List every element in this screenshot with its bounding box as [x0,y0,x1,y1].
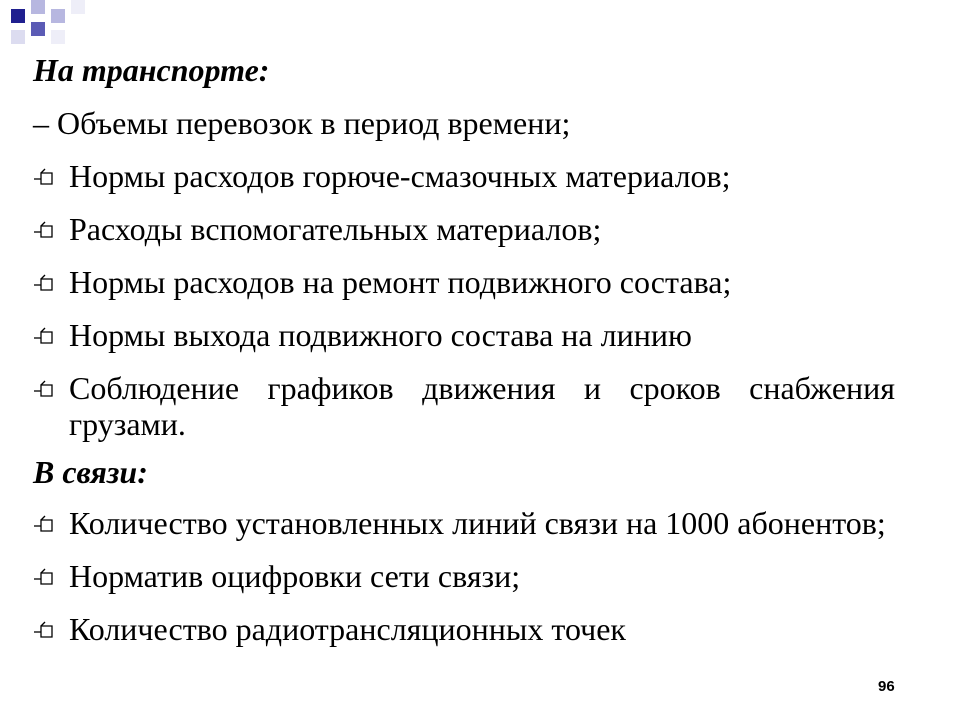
box-arrow-icon [33,568,55,586]
deco-square [31,0,45,14]
list-item [33,211,895,247]
box-arrow-icon [33,621,55,639]
list-item [33,611,895,647]
list-item-text: Норматив оцифровки сети связи; [69,558,521,594]
list-item [33,558,895,594]
list-item [33,317,895,353]
transport-heading: На транспорте: [33,52,270,88]
page-number: 96 [878,678,895,695]
list-item-text: Количество радиотрансляционных точек [69,611,626,647]
deco-square [31,22,45,36]
deco-square [71,0,85,14]
slide-content [33,50,895,647]
list-item-text: Соблюдение графиков движения и сроков снабжения грузами. [69,370,895,442]
box-arrow-icon [33,380,55,398]
transport-dash-item [33,105,895,141]
communication-heading: В связи: [33,454,148,490]
deco-square [51,9,65,23]
list-item-text: Количество установленных линий связи на 1000 абонентов; [69,505,886,541]
box-arrow-icon [33,515,55,533]
box-arrow-icon [33,274,55,292]
deco-square [11,9,25,23]
deco-square [51,30,65,44]
list-item [33,370,895,442]
transport-dash-item-text: – Объемы перевозок в период времени; [33,105,571,141]
list-item [33,264,895,300]
list-item-text: Нормы расходов горюче-смазочных материалов; [69,158,731,194]
list-item-text: Расходы вспомогательных материалов; [69,211,602,247]
box-arrow-icon [33,221,55,239]
deco-square [11,30,25,44]
list-item-text: Нормы расходов на ремонт подвижного состава; [69,264,732,300]
list-item-text: Нормы выхода подвижного состава на линию [69,317,692,353]
box-arrow-icon [33,168,55,186]
box-arrow-icon [33,327,55,345]
list-item [33,158,895,194]
list-item [33,505,895,541]
